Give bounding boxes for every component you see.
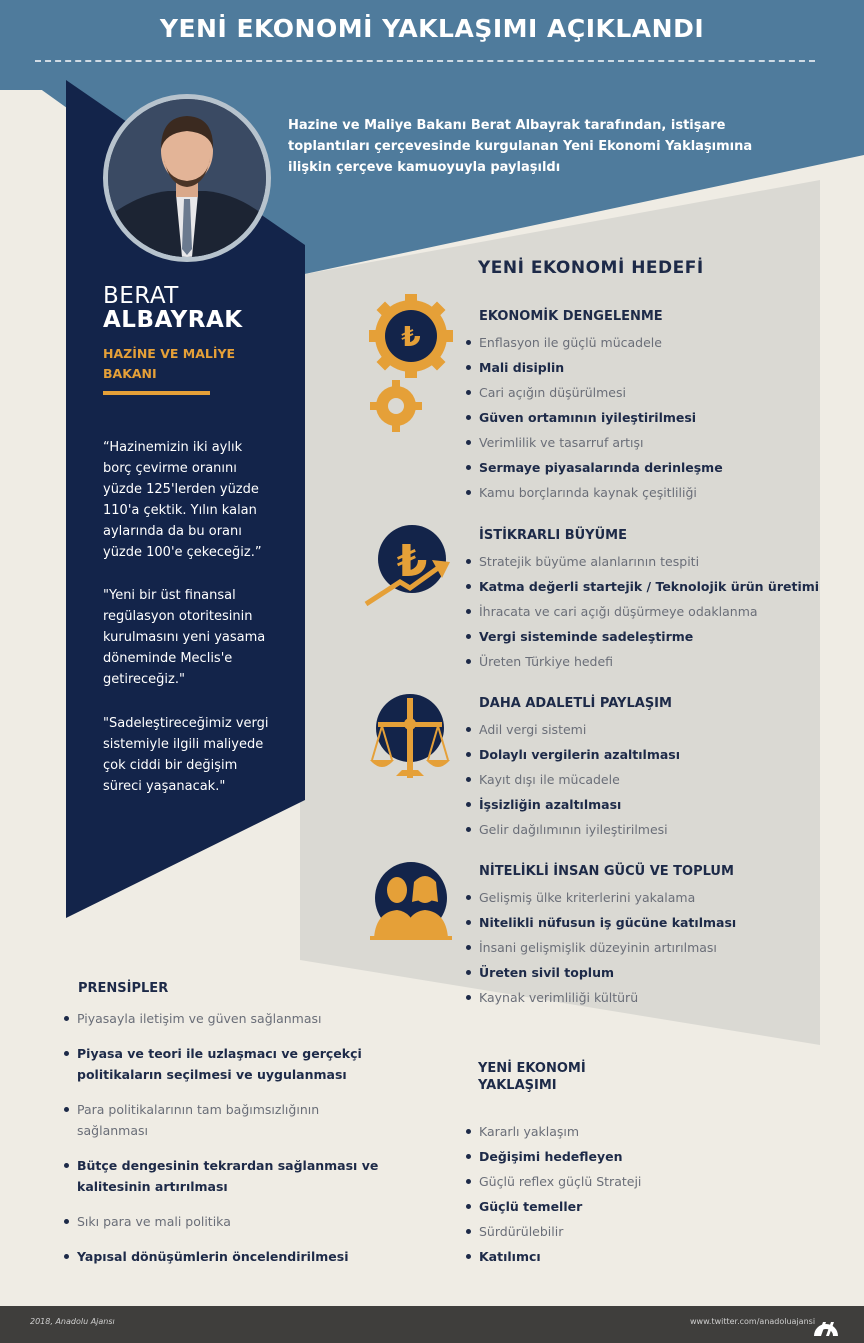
footer-credit: 2018, Anadolu Ajansı <box>30 1317 115 1326</box>
list-item: Gelişmiş ülke kriterlerini yakalama <box>466 885 836 910</box>
list-item: Cari açığın düşürülmesi <box>466 380 836 405</box>
principles-title: PRENSİPLER <box>78 981 169 996</box>
person-role: HAZİNE VE MALİYE BAKANI <box>103 346 236 381</box>
list-item: İhracata ve cari açığı düşürmeye odaklanma <box>466 599 836 624</box>
list-item: Kayıt dışı ile mücadele <box>466 767 836 792</box>
goal-group-heading: İSTİKRARLI BÜYÜME <box>479 528 627 543</box>
goal-group-heading: EKONOMİK DENGELENME <box>479 309 663 324</box>
svg-text:₺: ₺ <box>396 536 428 587</box>
list-item: Verimlilik ve tasarruf artışı <box>466 430 836 455</box>
people-icon <box>370 860 452 940</box>
list-item: Sermaye piyasalarında derinleşme <box>466 455 836 480</box>
principles-list <box>64 1008 394 1267</box>
list-item: Üreten Türkiye hedefi <box>466 649 836 674</box>
list-item: Kamu borçlarında kaynak çeşitliliği <box>466 480 836 505</box>
list-item: Gelir dağılımının iyileştirilmesi <box>466 817 836 842</box>
list-item: Güçlü temeller <box>466 1194 766 1219</box>
list-item: Stratejik büyüme alanlarının tespiti <box>466 549 836 574</box>
list-item: Dolaylı vergilerin azaltılması <box>466 742 836 767</box>
quote-2: "Yeni bir üst finansal regülasyon otoritesinin kurulmasını yeni yasama döneminde Meclis'e getireceğiz." <box>103 588 266 687</box>
person-last-name: ALBAYRAK <box>103 307 243 333</box>
quote-1: “Hazinemizin iki aylık borç çevirme oranını yüzde 125'lerden yüzde 110'a çektik. Yılın kalan aylarında da bu oranı yüzde 100'e çekeceğiz.” <box>103 440 262 560</box>
list-item: Yapısal dönüşümlerin öncelendirilmesi <box>64 1246 394 1267</box>
goal-title: YENİ EKONOMİ HEDEFİ <box>478 258 704 278</box>
quote-3: "Sadeleştireceğimiz vergi sistemiyle ilgili maliyede çok ciddi bir değişim süreci yaşanacak." <box>103 716 269 794</box>
goal-group-heading: DAHA ADALETLİ PAYLAŞIM <box>479 696 672 711</box>
agency-logo-icon <box>812 1310 840 1338</box>
list-item: Değişimi hedefleyen <box>466 1144 766 1169</box>
list-item: Mali disiplin <box>466 355 836 380</box>
list-item: Nitelikli nüfusun iş gücüne katılması <box>466 910 836 935</box>
goal-group-3 <box>466 691 836 842</box>
list-item: Piyasa ve teori ile uzlaşmacı ve gerçekçi politikaların seçilmesi ve uygulanması <box>64 1043 394 1085</box>
page-title: YENİ EKONOMİ YAKLAŞIMI AÇIKLANDI <box>159 14 705 43</box>
svg-text:₺: ₺ <box>401 320 421 353</box>
footer-twitter-link[interactable]: www.twitter.com/anadoluajansi <box>690 1317 816 1326</box>
intro-text: Hazine ve Maliye Bakanı Berat Albayrak tarafından, istişare toplantıları çerçevesinde kurgulanan Yeni Ekonomi Yaklaşımına ilişkin çerçeve kamuoyuyla paylaşıldı <box>288 118 753 175</box>
lira-growth-arrow-icon <box>362 522 454 608</box>
list-item: Katma değerli startejik / Teknolojik ürün üretimi <box>466 574 836 599</box>
list-item: Kaynak verimliliği kültürü <box>466 985 836 1010</box>
list-item: Katılımcı <box>466 1244 766 1269</box>
approach-list <box>466 1119 766 1269</box>
goal-group-2 <box>466 523 836 674</box>
list-item: Sürdürülebilir <box>466 1219 766 1244</box>
list-item: Güçlü reflex güçlü Strateji <box>466 1169 766 1194</box>
goal-group-4 <box>466 859 836 1010</box>
list-item: Para politikalarının tam bağımsızlığının sağlanması <box>64 1099 394 1141</box>
approach-title: YENİ EKONOMİ YAKLAŞIMI <box>478 1061 586 1093</box>
list-item: Adil vergi sistemi <box>466 717 836 742</box>
avatar <box>103 94 271 262</box>
list-item: Vergi sisteminde sadeleştirme <box>466 624 836 649</box>
person-first-name: BERAT <box>103 283 179 309</box>
scales-icon <box>368 690 452 782</box>
title-divider <box>35 60 815 62</box>
list-item: Sıkı para ve mali politika <box>64 1211 394 1232</box>
gears-lira-icon <box>366 294 456 444</box>
goal-group-heading: NİTELİKLİ İNSAN GÜCÜ VE TOPLUM <box>479 864 734 879</box>
list-item: Üreten sivil toplum <box>466 960 836 985</box>
list-item: Kararlı yaklaşım <box>466 1119 766 1144</box>
list-item: İşsizliğin azaltılması <box>466 792 836 817</box>
list-item: İnsani gelişmişlik düzeyinin artırılması <box>466 935 836 960</box>
list-item: Piyasayla iletişim ve güven sağlanması <box>64 1008 394 1029</box>
list-item: Bütçe dengesinin tekrardan sağlanması ve kalitesinin artırılması <box>64 1155 394 1197</box>
list-item: Güven ortamının iyileştirilmesi <box>466 405 836 430</box>
role-underline <box>103 391 210 395</box>
goal-group-1 <box>466 304 836 505</box>
list-item: Enflasyon ile güçlü mücadele <box>466 330 836 355</box>
